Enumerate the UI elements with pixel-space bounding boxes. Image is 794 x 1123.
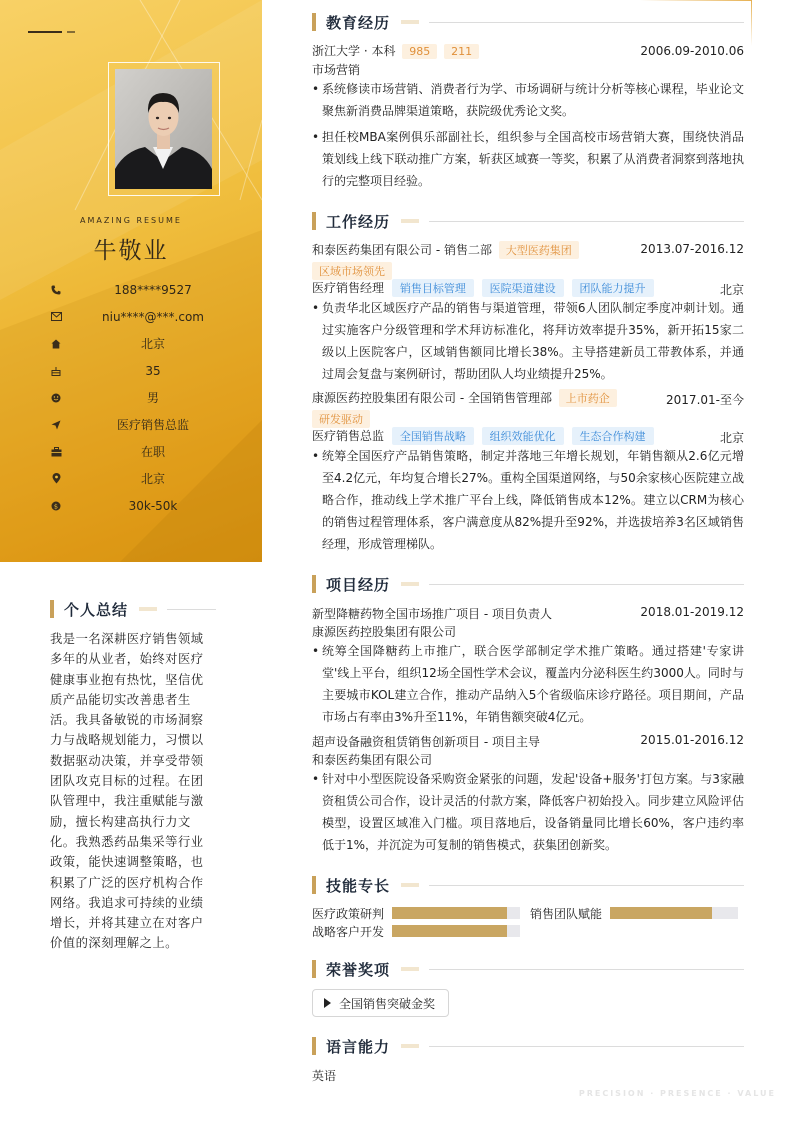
hero-dash [28, 31, 62, 33]
profile-hero [0, 0, 262, 562]
company-tag: 研发驱动 [312, 410, 370, 428]
job-role-row [312, 427, 744, 445]
section-accent-bar [312, 212, 316, 230]
project-bullet: • 统筹全国降糖药上市推广，联合医学部制定学术推广策略。通过搭建'专家讲堂'线上平台，组织12场全国性学术会议，覆盖内分泌科医生约3000人。同时与主要城市KOL建立合作，推动产品纳入5个省级临床诊疗路径。项目期间，产品市场占有率由3%升至11%，年销售额突破4亿元。 [312, 640, 744, 728]
contact-info-list [48, 276, 238, 519]
job-company-tags-row [312, 410, 744, 428]
section-divider [429, 969, 744, 970]
section-divider [429, 22, 744, 23]
skill-bar [610, 907, 738, 919]
email-value: niu****@***.com [102, 309, 204, 324]
section-accent-bar [312, 876, 316, 894]
job-bullet: • 统筹全国医疗产品销售策略，制定并落地三年增长规划，年销售额从2.6亿元增至4.2亿元，年均复合增长27%。重构全国渠道网络，与50余家核心医院建立战略合作，推动线上学术推广平台上线，降低销售成本12%。建立以CRM为核心的销售过程管理体系，客户满意度从82%提升至92%，并选拔培养3名区域销售经理，形成管理梯队。 [312, 445, 744, 555]
school-name: 浙江大学 · 本科 [312, 44, 396, 58]
job-period: 2013.07-2016.12 [640, 242, 744, 256]
skill-bar-fill [610, 907, 712, 919]
education-school-row [312, 42, 744, 59]
info-row-phone [48, 276, 238, 303]
section-stub [401, 20, 419, 24]
section-accent-bar [312, 575, 316, 593]
section-divider [429, 1046, 744, 1047]
projects-title: 项目经历 [326, 575, 391, 594]
job-company-row [312, 241, 744, 259]
work-section-header [312, 212, 744, 230]
info-row-email [48, 303, 238, 330]
avatar [115, 69, 212, 189]
award-item [312, 989, 449, 1017]
phone-icon [48, 282, 64, 298]
age-value: 35 [145, 363, 161, 378]
cake-icon [48, 363, 64, 379]
candidate-name: 牛敬业 [93, 238, 169, 264]
job-period: 2017.01-至今 [666, 393, 744, 407]
education-period: 2006.09-2010.06 [640, 44, 744, 58]
section-stub [401, 967, 419, 971]
mail-icon [48, 309, 64, 325]
smile-icon [48, 390, 64, 406]
skill-label: 销售团队赋能 [530, 907, 603, 921]
education-bullet: • 系统修读市场营销、消费者行为学、市场调研与统计分析等核心课程，毕业论文聚焦新消费品牌渠道策略，获院级优秀论文奖。 [312, 78, 744, 122]
corner-decoration [640, 0, 752, 1]
section-divider [429, 584, 744, 585]
projects-section-header [312, 575, 744, 593]
hero-dash-small [67, 31, 75, 33]
position-value: 医疗销售总监 [116, 418, 189, 432]
info-row-status [48, 438, 238, 465]
section-accent-bar [312, 960, 316, 978]
section-accent-bar [50, 600, 54, 618]
skill-label: 战略客户开发 [312, 925, 385, 939]
role-tag: 团队能力提升 [572, 279, 654, 297]
education-major: 市场营销 [312, 63, 361, 77]
skills-title: 技能专长 [326, 876, 391, 895]
project-name: 新型降糖药物全国市场推广项目 - 项目负责人 [312, 607, 552, 621]
role-tag: 销售目标管理 [392, 279, 474, 297]
company-tag: 上市药企 [559, 389, 617, 407]
home-value: 北京 [140, 337, 165, 351]
school-tag: 985 [402, 44, 437, 59]
skill-bar [392, 925, 520, 937]
info-row-salary [48, 492, 238, 519]
section-divider [429, 885, 744, 886]
job-city: 北京 [719, 431, 744, 445]
job-company-tags-row [312, 262, 744, 280]
gender-value: 男 [146, 391, 159, 405]
summary-text: 我是一名深耕医疗销售领域多年的从业者，始终对医疗健康事业抱有热忱，坚信优质产品能切实改善患者生活。我具备敏锐的市场洞察力与战略规划能力，习惯以数据驱动决策，并享受带领团队攻克目标的过程。在团队管理中，我注重赋能与激励，擅长构建高执行力文化。我熟悉药品集采等行业政策，能快速调整策略，也积累了广泛的医疗机构合作网络。我追求可持续的业绩增长，并将其建立在对客户价值的深刻理解之上。 [50, 632, 204, 951]
salary-value: 30k-50k [128, 498, 178, 513]
location-value: 北京 [140, 472, 165, 486]
job-city: 北京 [719, 283, 744, 297]
honors-title: 荣誉奖项 [326, 960, 391, 979]
section-accent-bar [312, 1037, 316, 1055]
skills-section-header [312, 876, 744, 894]
education-section-header [312, 13, 744, 31]
role-tag: 医院渠道建设 [482, 279, 564, 297]
school-tag: 211 [444, 44, 479, 59]
job-company: 康源医药控股集团有限公司 - 全国销售管理部 [312, 391, 552, 405]
skill-bar-fill [392, 925, 507, 937]
project-org: 和泰医药集团有限公司 [312, 753, 433, 767]
job-role-row [312, 279, 744, 297]
education-title: 教育经历 [326, 13, 391, 32]
language-item: 英语 [312, 1069, 337, 1083]
section-stub [401, 582, 419, 586]
honors-section-header [312, 960, 744, 978]
role-tag: 全国销售战略 [392, 427, 474, 445]
section-divider [429, 221, 744, 222]
corner-decoration-vertical [751, 0, 752, 46]
work-title: 工作经历 [326, 212, 391, 231]
play-icon [324, 998, 331, 1008]
info-row-age [48, 357, 238, 384]
project-name-row [312, 605, 744, 622]
job-role: 医疗销售经理 [312, 281, 385, 295]
job-company: 和泰医药集团有限公司 - 销售二部 [312, 243, 492, 257]
briefcase-icon [48, 444, 64, 460]
award-label: 全国销售突破金奖 [339, 996, 436, 1011]
role-tag: 组织效能优化 [482, 427, 564, 445]
svg-text:$: $ [53, 501, 59, 510]
languages-section-header [312, 1037, 744, 1055]
role-tag: 生态合作构建 [572, 427, 654, 445]
project-bullet: • 针对中小型医院设备采购资金紧张的问题，发起'设备+服务'打包方案。与3家融资租赁公司合作，设计灵活的付款方案，降低客户初始投入。同步建立风险评估模型，设置区域准入门槛。项目落地后，设备销量同比增长60%，客户违约率低于1%，并沉淀为可复制的销售模式，获集团创新奖。 [312, 768, 744, 856]
project-period: 2015.01-2016.12 [640, 733, 744, 747]
education-bullet: • 担任校MBA案例俱乐部副社长，组织参与全国高校市场营销大赛，围绕快消品策划线上线下联动推广方案，斩获区域赛一等奖，积累了从消费者洞察到落地执行的完整项目经验。 [312, 126, 744, 192]
project-period: 2018.01-2019.12 [640, 605, 744, 619]
project-org: 康源医药控股集团有限公司 [312, 625, 457, 639]
section-stub [139, 607, 157, 611]
info-row-home [48, 330, 238, 357]
job-role: 医疗销售总监 [312, 429, 385, 443]
job-company-row [312, 389, 744, 407]
section-stub [401, 219, 419, 223]
section-divider [167, 609, 216, 610]
section-stub [401, 1044, 419, 1048]
send-icon [48, 417, 64, 433]
project-name-row [312, 733, 744, 750]
status-value: 在职 [140, 445, 165, 459]
footer-watermark: PRECISION · PRESENCE · VALUE [578, 1089, 776, 1098]
phone-value: 188****9527 [114, 282, 192, 297]
summary-title: 个人总结 [64, 600, 129, 619]
info-row-gender [48, 384, 238, 411]
skill-bar [392, 907, 520, 919]
company-tag: 大型医药集团 [499, 241, 579, 259]
skill-bar-fill [392, 907, 507, 919]
home-icon [48, 336, 64, 352]
location-icon [48, 471, 64, 487]
skill-label: 医疗政策研判 [312, 907, 385, 921]
company-tag: 区域市场领先 [312, 262, 392, 280]
languages-title: 语言能力 [326, 1037, 391, 1056]
portrait-image [115, 69, 212, 189]
section-accent-bar [312, 13, 316, 31]
salary-icon [48, 498, 64, 514]
project-name: 超声设备融资租赁销售创新项目 - 项目主导 [312, 735, 540, 749]
section-stub [401, 883, 419, 887]
summary-section-header [50, 600, 216, 618]
info-row-position [48, 411, 238, 438]
resume-tagline: AMAZING RESUME [80, 216, 182, 225]
info-row-location [48, 465, 238, 492]
job-bullet: • 负责华北区域医疗产品的销售与渠道管理，带领6人团队制定季度冲刺计划。通过实施客户分级管理和学术拜访标准化，将拜访效率提升35%，新开拓15家二级以上医院客户，区域销售额同比增长38%。主导搭建新员工带教体系，并通过周会复盘与案例研讨，帮助团队人均业绩提升25%。 [312, 297, 744, 385]
